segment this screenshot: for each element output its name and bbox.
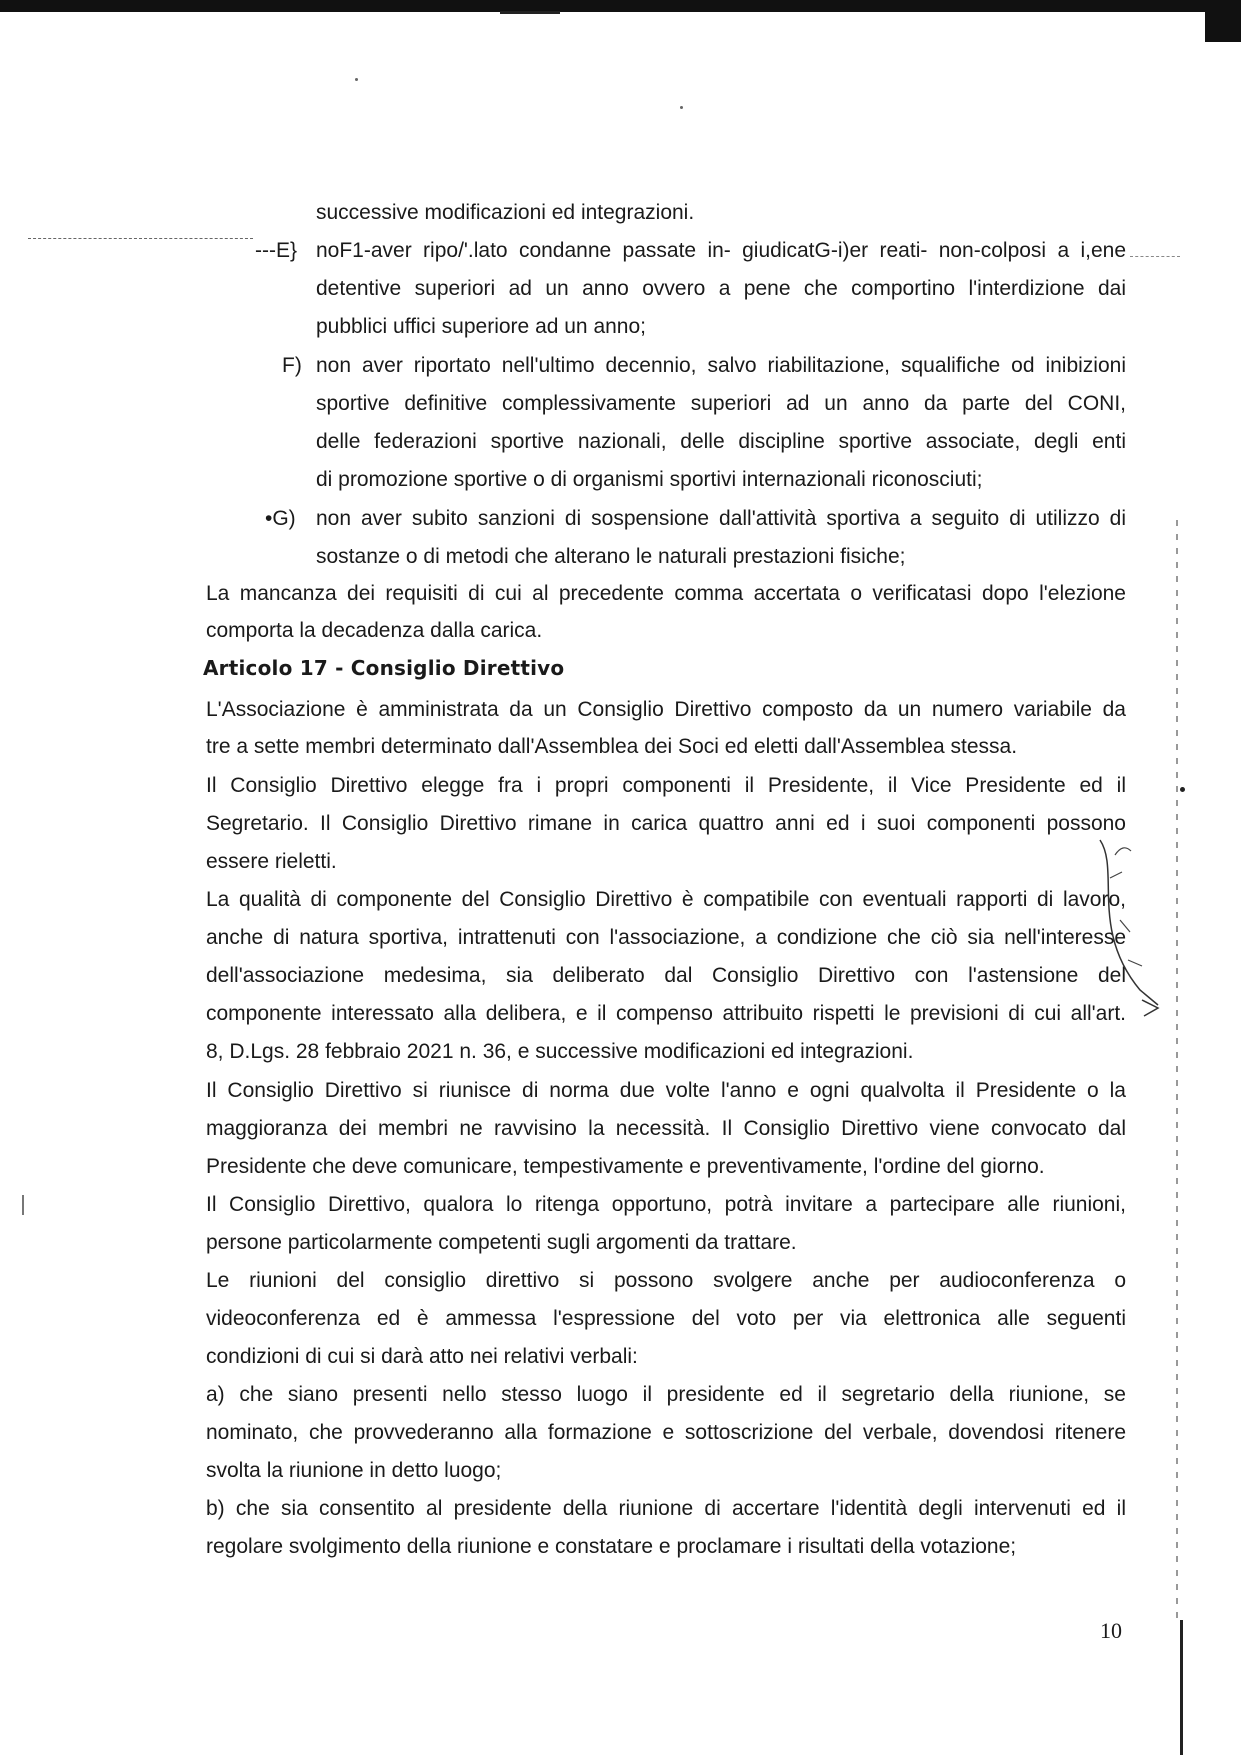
- scan-speck: [22, 1195, 24, 1215]
- scan-artifact: [500, 11, 560, 14]
- text-line: regolare svolgimento della riunione e constatare e proclamare i risultati della votazione;: [206, 1535, 1017, 1558]
- text-line: di promozione sportive o di organismi sportivi internazionali riconosciuti;: [316, 468, 983, 491]
- text-line: Il Consiglio Direttivo elegge fra i propri componenti il Presidente, il Vice Presidente ed il: [206, 774, 1126, 797]
- text-line: delle federazioni sportive nazionali, delle discipline sportive associate, degli enti: [316, 430, 1126, 453]
- text-line: maggioranza dei membri ne ravvisino la necessità. Il Consiglio Direttivo viene convocato dal: [206, 1117, 1126, 1140]
- text-line: Il Consiglio Direttivo, qualora lo ritenga opportuno, potrà invitare a partecipare alle riunioni,: [206, 1193, 1126, 1216]
- text-line: nominato, che provvederanno alla formazione e sottoscrizione del verbale, dovendosi ritenere: [206, 1421, 1126, 1444]
- scan-edge-line: [1180, 1620, 1183, 1755]
- text-line: L'Associazione è amministrata da un Consiglio Direttivo composto da un numero variabile da: [206, 698, 1126, 721]
- text-line: essere rieletti.: [206, 850, 337, 873]
- text-line: sportive definitive complessivamente superiori ad un anno da parte del CONI,: [316, 392, 1126, 415]
- text-line: comporta la decadenza dalla carica.: [206, 619, 543, 642]
- text-line: detentive superiori ad un anno ovvero a pene che comportino l'interdizione dai: [316, 277, 1126, 300]
- text-line: La mancanza dei requisiti di cui al precedente comma accertata o verificatasi dopo l'elezione: [206, 582, 1126, 605]
- text-line: pubblici uffici superiore ad un anno;: [316, 315, 647, 338]
- text-line: sostanze o di metodi che alterano le naturali prestazioni fisiche;: [316, 545, 906, 568]
- text-line: tre a sette membri determinato dall'Assemblea dei Soci ed eletti dall'Assemblea stessa.: [206, 735, 1018, 758]
- text-line: non aver riportato nell'ultimo decennio, salvo riabilitazione, squalifiche od inibizioni: [316, 354, 1126, 377]
- text-line: componente interessato alla delibera, e il compenso attribuito rispetti le previsioni di cui all'art.: [206, 1002, 1126, 1025]
- text-line: svolta la riunione in detto luogo;: [206, 1459, 502, 1482]
- text-line: b) che sia consentito al presidente della riunione di accertare l'identità degli intervenuti ed il: [206, 1497, 1126, 1520]
- article-heading: Articolo 17 - Consiglio Direttivo: [203, 656, 565, 680]
- text-line: La qualità di componente del Consiglio Direttivo è compatibile con eventuali rapporti di lavoro,: [206, 888, 1126, 911]
- scan-dashed-line: [1130, 256, 1180, 257]
- list-label-g: •G): [265, 507, 296, 530]
- text-line: a) che siano presenti nello stesso luogo il presidente ed il segretario della riunione, se: [206, 1383, 1126, 1406]
- scan-top-border: [0, 0, 1241, 12]
- text-line: Le riunioni del consiglio direttivo si possono svolgere anche per audioconferenza o: [206, 1269, 1126, 1292]
- scan-dashed-line: [28, 238, 253, 239]
- text-line: 8, D.Lgs. 28 febbraio 2021 n. 36, e successive modificazioni ed integrazioni.: [206, 1040, 914, 1063]
- text-line: noF1-aver ripo/'.lato condanne passate in- giudicatG-i)er reati- non-colposi a i,ene: [316, 239, 1126, 262]
- partial-stamp-mark: [1080, 830, 1200, 1030]
- list-label-f: F): [282, 354, 302, 377]
- scan-speck: [355, 78, 358, 81]
- scan-speck: [680, 106, 683, 109]
- text-line: videoconferenza ed è ammessa l'espressione del voto per via elettronica alle seguenti: [206, 1307, 1126, 1330]
- scan-edge-dashes: [1176, 520, 1178, 1620]
- text-line: successive modificazioni ed integrazioni.: [316, 201, 695, 224]
- scan-speck: [1180, 787, 1185, 792]
- text-line: condizioni di cui si darà atto nei relativi verbali:: [206, 1345, 638, 1368]
- text-line: dell'associazione medesima, sia deliberato dal Consiglio Direttivo con l'astensione del: [206, 964, 1126, 987]
- page-number: 10: [1100, 1618, 1122, 1643]
- text-line: Presidente che deve comunicare, tempestivamente e preventivamente, l'ordine del giorno.: [206, 1155, 1045, 1178]
- text-line: non aver subito sanzioni di sospensione dall'attività sportiva a seguito di utilizzo di: [316, 507, 1126, 530]
- text-line: anche di natura sportiva, intrattenuti con l'associazione, a condizione che ciò sia nell'interesse: [206, 926, 1126, 949]
- scan-corner-shadow: [1205, 0, 1241, 42]
- list-label-e: ---E}: [255, 239, 297, 262]
- text-line: Segretario. Il Consiglio Direttivo rimane in carica quattro anni ed i suoi componenti possono: [206, 812, 1126, 835]
- text-line: Il Consiglio Direttivo si riunisce di norma due volte l'anno e ogni qualvolta il Presidente o la: [206, 1079, 1126, 1102]
- text-line: persone particolarmente competenti sugli argomenti da trattare.: [206, 1231, 797, 1254]
